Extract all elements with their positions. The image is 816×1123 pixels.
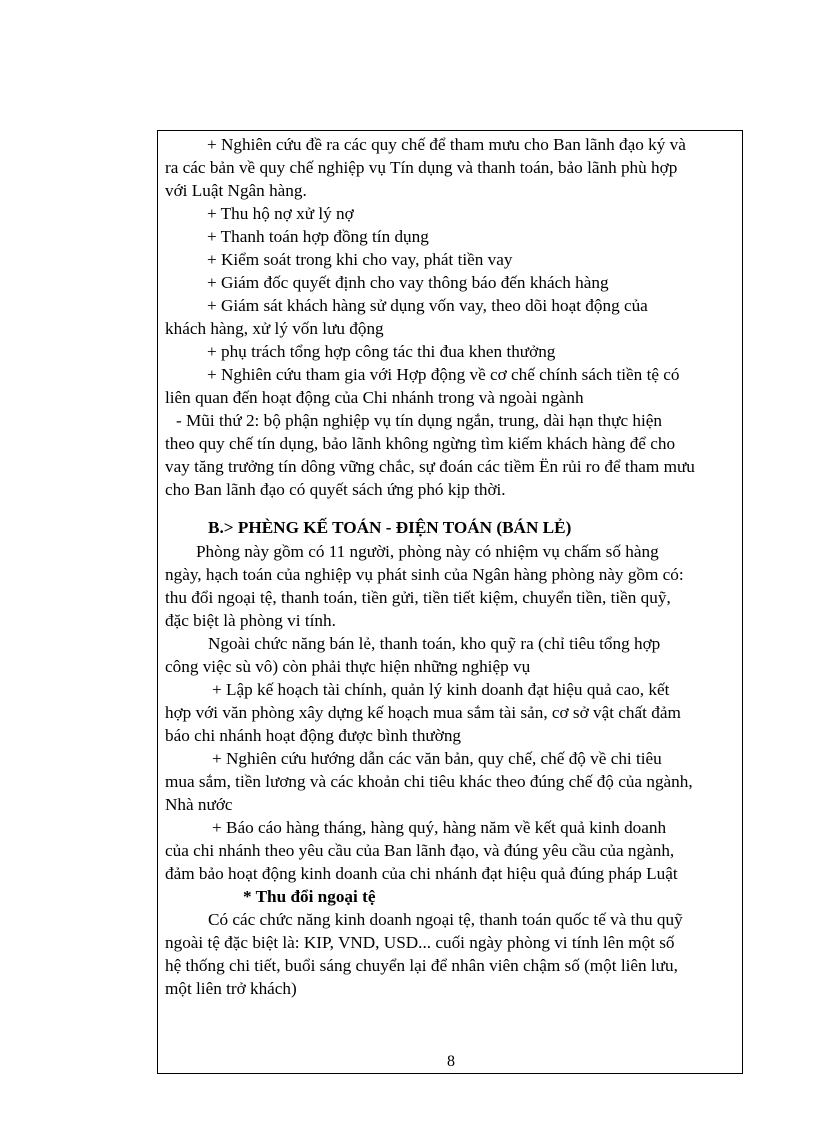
text-line-2: ra các bản về quy chế nghiệp vụ Tín dụng và thanh toán, bảo lãnh phù hợp — [165, 158, 678, 177]
text-line-34: Có các chức năng kinh doanh ngoại tệ, thanh toán quốc tế và thu quỹ — [208, 910, 683, 929]
text-line-37: một liên trở khách) — [165, 979, 297, 998]
page-number: 8 — [447, 1053, 455, 1070]
text-line-20: thu đổi ngoại tệ, thanh toán, tiền gửi, tiền tiết kiệm, chuyển tiền, tiền quỹ, — [165, 588, 671, 607]
section-heading-b: B.> PHÈNG KẾ TOÁN - ĐIỆN TOÁN (BÁN LẺ) — [208, 518, 572, 537]
text-line-35: ngoài tệ đặc biệt là: KIP, VND, USD... cuối ngày phòng vi tính lên một số — [165, 933, 675, 952]
text-line-28: mua sắm, tiền lương và các khoản chi tiêu khác theo đúng chế độ của ngành, — [165, 772, 693, 791]
text-line-24: + Lập kế hoạch tài chính, quản lý kinh doanh đạt hiệu quả cao, kết — [212, 680, 670, 699]
text-line-25: hợp với văn phòng xây dựng kế hoạch mua sắm tài sản, cơ sở vật chất đảm — [165, 703, 681, 722]
text-line-19: ngày, hạch toán của nghiệp vụ phát sinh của Ngân hàng phòng này gồm có: — [165, 565, 684, 584]
text-line-23: công việc sù vô) còn phải thực hiện những nghiệp vụ — [165, 657, 531, 676]
text-line-29: Nhà nước — [165, 795, 233, 814]
text-line-13: - Mũi thứ 2: bộ phận nghiệp vụ tín dụng ngắn, trung, dài hạn thực hiện — [176, 411, 662, 430]
text-line-27: + Nghiên cứu hướng dẫn các văn bản, quy chế, chế độ về chi tiêu — [212, 749, 662, 768]
text-line-32: đảm bảo hoạt động kinh doanh của chi nhánh đạt hiệu quả đúng pháp Luật — [165, 864, 678, 883]
text-line-15: vay tăng trưởng tín dông vững chắc, sự đoán các tiềm Ën rủi ro để tham mưu — [165, 457, 695, 476]
text-line-6: + Kiểm soát trong khi cho vay, phát tiền vay — [207, 250, 513, 269]
text-line-21: đặc biệt là phòng vi tính. — [165, 611, 336, 630]
text-line-7: + Giám đốc quyết định cho vay thông báo đến khách hàng — [207, 273, 609, 292]
text-line-11: + Nghiên cứu tham gia với Hợp động về cơ chế chính sách tiền tệ có — [207, 365, 680, 384]
text-line-3: với Luật Ngân hàng. — [165, 181, 307, 200]
text-line-22: Ngoài chức năng bán lẻ, thanh toán, kho quỹ ra (chỉ tiêu tổng hợp — [208, 634, 661, 653]
text-line-12: liên quan đến hoạt động của Chi nhánh trong và ngoài ngành — [165, 388, 584, 407]
text-line-4: + Thu hộ nợ xử lý nợ — [207, 204, 354, 223]
text-line-8: + Giám sát khách hàng sử dụng vốn vay, theo dõi hoạt động của — [207, 296, 648, 315]
text-line-31: của chi nhánh theo yêu cầu của Ban lãnh đạo, và đúng yêu cầu của ngành, — [165, 841, 675, 860]
subheading-thu-doi-ngoai-te: * Thu đổi ngoại tệ — [243, 887, 376, 906]
text-line-14: theo quy chế tín dụng, bảo lãnh không ngừng tìm kiếm khách hàng để cho — [165, 434, 676, 453]
text-line-9: khách hàng, xử lý vốn lưu động — [165, 319, 384, 338]
text-line-18: Phòng này gồm có 11 người, phòng này có nhiệm vụ chấm số hàng — [196, 542, 659, 561]
text-line-10: + phụ trách tổng hợp công tác thi đua khen thưởng — [207, 342, 556, 361]
text-line-30: + Báo cáo hàng tháng, hàng quý, hàng năm về kết quả kinh doanh — [212, 818, 667, 837]
text-line-36: hệ thống chi tiết, buổi sáng chuyển lại để nhân viên chậm số (một liên lưu, — [165, 956, 678, 975]
text-line-5: + Thanh toán hợp đồng tín dụng — [207, 227, 429, 246]
text-line-1: + Nghiên cứu đề ra các quy chế để tham mưu cho Ban lãnh đạo ký và — [207, 135, 686, 154]
text-line-16: cho Ban lãnh đạo có quyết sách ứng phó kịp thời. — [165, 480, 506, 499]
text-line-26: báo chi nhánh hoạt động được bình thường — [165, 726, 462, 745]
